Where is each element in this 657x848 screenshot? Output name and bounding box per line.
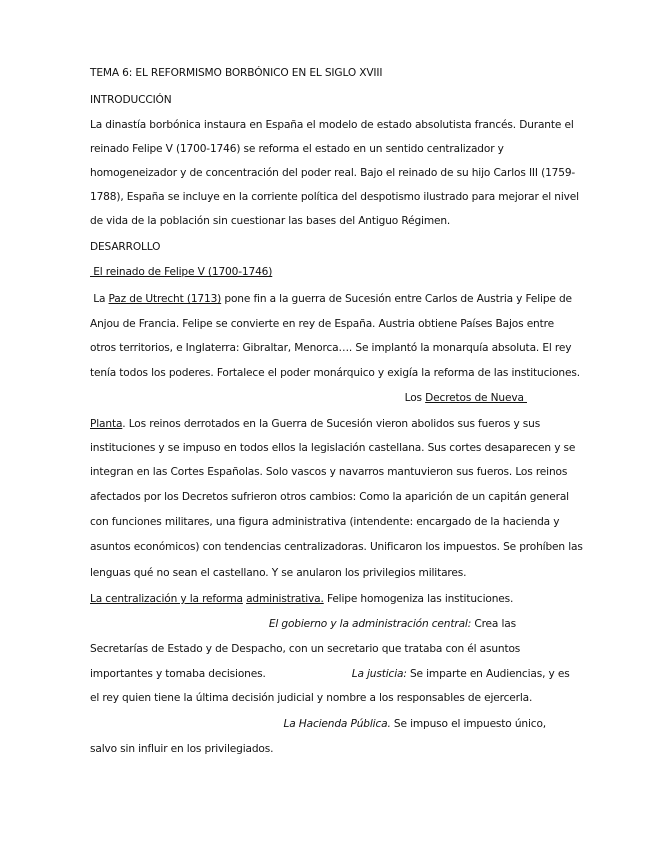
paragraph-line: integran en las Cortes Españolas. Solo vascos y navarros mantuvieron sus fueros. Los reinos bbox=[90, 466, 568, 478]
term-decretos: Decretos de Nueva bbox=[425, 392, 527, 404]
paragraph-line: asuntos económicos) con tendencias centralizadoras. Unificaron los impuestos. Se prohíben las bbox=[90, 541, 583, 553]
paragraph-line: tenía todos los poderes. Fortalece el poder monárquico y exigía la reforma de las instituciones. bbox=[90, 367, 580, 379]
intro-line: La dinastía borbónica instaura en España el modelo de estado absolutista francés. Durante el bbox=[90, 119, 574, 131]
paragraph-line: instituciones y se impuso en todos ellos la legislación castellana. Sus cortes desaparecen y se bbox=[90, 442, 576, 454]
text-run: Los bbox=[404, 392, 426, 404]
text-run: La bbox=[90, 293, 109, 305]
term-centralizacion: La centralización y la reforma bbox=[90, 593, 243, 605]
paragraph-line: con funciones militares, una figura administrativa (intendente: encargado de la hacienda y bbox=[90, 516, 560, 528]
term-planta: Planta bbox=[90, 418, 123, 430]
paragraph-line: Anjou de Francia. Felipe se convierte en rey de España. Austria obtiene Países Bajos entre bbox=[90, 318, 554, 330]
paragraph-line bbox=[90, 592, 570, 606]
paragraph-line bbox=[90, 667, 570, 681]
term-paz-utrecht: Paz de Utrecht (1713) bbox=[108, 293, 222, 305]
intro-line: 1788), España se incluye en la corriente política del despotismo ilustrado para mejorar el nivel bbox=[90, 191, 579, 203]
paragraph-line bbox=[90, 292, 570, 306]
text-run: Felipe homogeniza las instituciones. bbox=[323, 593, 514, 605]
paragraph-line bbox=[90, 391, 527, 405]
paragraph-line: Secretarías de Estado y de Despacho, con un secretario que trataba con él asuntos bbox=[90, 643, 521, 655]
intro-line: reinado Felipe V (1700-1746) se reforma el estado en un sentido centralizador y bbox=[90, 143, 504, 155]
intro-heading: INTRODUCCIÓN bbox=[90, 94, 172, 106]
section-heading-felipe: El reinado de Felipe V (1700-1746) bbox=[90, 266, 273, 278]
label-justicia: La justicia: bbox=[351, 668, 407, 680]
text-run: Crea las bbox=[471, 618, 516, 630]
intro-line: de vida de la población sin cuestionar las bases del Antiguo Régimen. bbox=[90, 215, 451, 227]
paragraph-line: afectados por los Decretos sufrieron otros cambios: Como la aparición de un capitán general bbox=[90, 491, 569, 503]
intro-line: homogeneizador y de concentración del poder real. Bajo el reinado de su hijo Carlos III (1759- bbox=[90, 167, 576, 179]
paragraph-line bbox=[90, 417, 570, 431]
paragraph-line: salvo sin influir en los privilegiados. bbox=[90, 743, 274, 755]
label-hacienda: La Hacienda Pública. bbox=[283, 718, 391, 730]
text-run: . Los reinos derrotados en la Guerra de Sucesión vieron abolidos sus fueros y sus bbox=[122, 418, 541, 430]
text-run: Se imparte en Audiencias, y es bbox=[406, 668, 570, 680]
text-run: pone fin a la guerra de Sucesión entre Carlos de Austria y Felipe de bbox=[221, 293, 572, 305]
text-run: importantes y tomaba decisiones. bbox=[90, 668, 266, 680]
text-run: Se impuso el impuesto único, bbox=[390, 718, 546, 730]
paragraph-line: otros territorios, e Inglaterra: Gibraltar, Menorca…. Se implantó la monarquía absoluta. El rey bbox=[90, 342, 572, 354]
paragraph-line: lenguas qué no sean el castellano. Y se anularon los privilegios militares. bbox=[90, 567, 467, 579]
paragraph-line bbox=[90, 717, 546, 731]
paragraph-line bbox=[90, 617, 516, 631]
document-title: TEMA 6: EL REFORMISMO BORBÓNICO EN EL SIGLO XVIII bbox=[90, 67, 383, 79]
label-gobierno: El gobierno y la administración central: bbox=[268, 618, 472, 630]
term-administrativa: administrativa. bbox=[246, 593, 324, 605]
paragraph-line: el rey quien tiene la última decisión judicial y nombre a los responsables de ejercerla. bbox=[90, 692, 533, 704]
desarrollo-heading: DESARROLLO bbox=[90, 241, 161, 253]
